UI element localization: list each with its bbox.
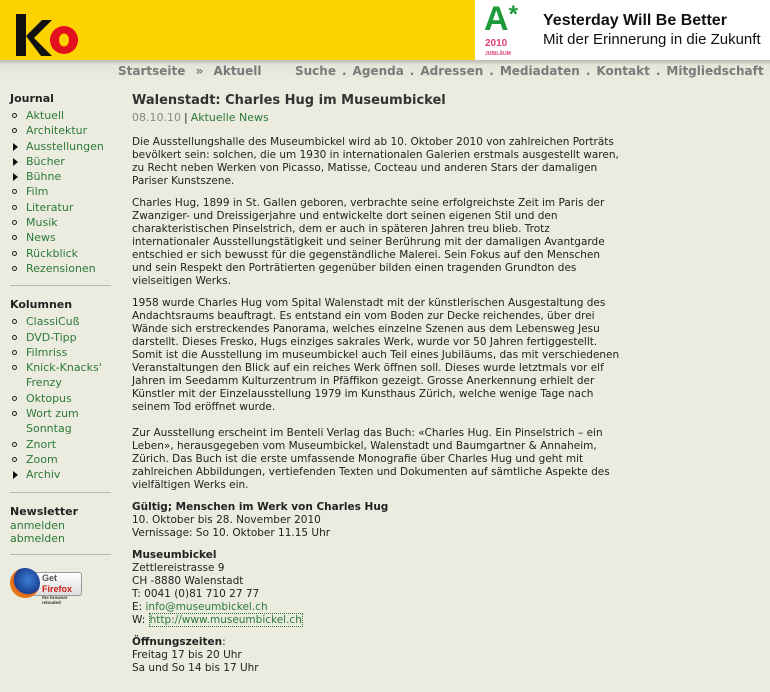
bullet-icon (12, 335, 17, 340)
kolumnen-heading: Kolumnen (10, 298, 73, 312)
sidebar-item-ausstellungen[interactable] (10, 139, 111, 154)
sidebar-link[interactable]: Knick-Knacks' Frenzy (26, 361, 102, 390)
hours-line: Freitag 17 bis 20 Uhr (132, 649, 242, 661)
venue-city: CH -8880 Walenstadt (132, 575, 244, 587)
get-firefox-button[interactable] (10, 567, 82, 605)
bullet-icon (12, 365, 17, 370)
banner-jubilee: JUBILÄUM (485, 51, 511, 57)
bullet-icon (12, 457, 17, 462)
venue-name: Museumbickel (132, 549, 217, 561)
firefox-icon (10, 568, 40, 598)
bullet-icon (12, 113, 17, 118)
bullet-icon (12, 220, 17, 225)
exhibition-vernissage: Vernissage: So 10. Oktober 11.15 Uhr (132, 527, 331, 539)
venue-info (132, 549, 622, 627)
sidebar-item-bu-cher[interactable] (10, 154, 111, 169)
firefox-slogan: the browser reloaded (42, 594, 68, 605)
sidebar-item-oktopus[interactable] (10, 391, 111, 406)
journal-list (10, 108, 111, 276)
hours-colon: : (222, 636, 226, 648)
sidebar-item-news[interactable] (10, 230, 111, 245)
bullet-icon (12, 189, 17, 194)
sidebar-link[interactable]: Filmriss (26, 345, 68, 359)
firefox-get: Get (42, 572, 58, 583)
breadcrumb (118, 64, 261, 78)
top-nav (295, 64, 764, 78)
sidebar-item-knick-knacks-frenzy[interactable] (10, 360, 111, 391)
bullet-icon (12, 266, 17, 271)
article-paragraph: Zur Ausstellung erscheint im Benteli Verlag das Buch: «Charles Hug. Ein Pinselstrich – ein Leben», herausgegeben vom Museumbickel, Walenstadt und Baumgartner & Annaheim, Zürich. Das Buch ist die erste umfassende Monografie über Charles Hug und geht mit zahlreichen Abbildungen, vertiefenden Texten und Dokumenten auf sämtliche Aspekte des vielfältigen Werks ein. (132, 427, 610, 491)
bullet-icon (12, 396, 17, 401)
article-title: Walenstadt: Charles Hug im Museumbickel (132, 93, 446, 108)
sidebar-link[interactable]: News (26, 231, 56, 245)
sidebar (10, 92, 111, 605)
sidebar-link[interactable]: Bücher (26, 154, 65, 168)
bullet-icon (12, 128, 17, 133)
article-paragraph: Charles Hug, 1899 in St. Gallen geboren, verbrachte seine erfolgreichste Zeit im Paris der Zwanziger- und Dreissigerjahre und entwickelte dort seinen eigenen Stil und den charakteristischen Pinselstrich, dem er auch in späteren Jahren treu blieb. Trotz internationaler Ausstellungstätigkeit und seiner Berührung mit der damaligen Avantgarde entschied er sich bewusst für die gegenständliche Malerei. Sein Fokus auf den Menschen und sein Respekt den Porträtierten gegenüber bilden einen tragenden Grundton des vielseitigen Werks. (132, 197, 605, 287)
nav-mitgliedschaft[interactable]: Mitgliedschaft (666, 64, 764, 78)
bullet-icon (12, 235, 17, 240)
exhibition-info (132, 501, 622, 540)
hours-line: Sa und So 14 bis 17 Uhr (132, 662, 259, 674)
sidebar-item-bu-hne[interactable] (10, 169, 111, 184)
article-date: 08.10.10 (132, 111, 181, 124)
sidebar-link[interactable]: Oktopus (26, 391, 72, 405)
nav-separator: . (409, 64, 415, 78)
sidebar-link[interactable]: Film (26, 185, 49, 199)
nav-kontakt[interactable]: Kontakt (596, 64, 650, 78)
email-label: E: (132, 601, 146, 613)
header (0, 0, 770, 60)
sidebar-item-rezensionen[interactable] (10, 261, 111, 276)
sidebar-link[interactable]: Zoom (26, 452, 58, 466)
sidebar-link[interactable]: Archiv (26, 468, 61, 482)
venue-street: Zettlereistrasse 9 (132, 562, 225, 574)
divider (10, 554, 111, 555)
navigation-bar (0, 60, 770, 84)
sidebar-item-film[interactable] (10, 184, 111, 199)
expand-arrow-icon (13, 143, 18, 151)
newsletter-subscribe-link[interactable]: anmelden (10, 518, 65, 532)
sidebar-item-ru-ckblick[interactable] (10, 246, 111, 261)
breadcrumb-current: Aktuell (213, 64, 262, 78)
sidebar-item-filmriss[interactable] (10, 345, 111, 360)
sidebar-item-zoom[interactable] (10, 452, 111, 467)
sidebar-item-aktuell[interactable] (10, 108, 111, 123)
sidebar-link[interactable]: Ausstellungen (26, 139, 104, 153)
bullet-icon (12, 205, 17, 210)
sidebar-link[interactable]: Rückblick (26, 246, 79, 260)
bullet-icon (12, 319, 17, 324)
meta-separator: | (183, 111, 188, 124)
sidebar-item-archiv[interactable] (10, 467, 111, 482)
banner-mark: A* (484, 0, 518, 38)
article-paragraph: Die Ausstellungshalle des Museumbickel wird ab 10. Oktober 2010 von zahlreichen Porträts bevölkert sein: solchen, die um 1930 in internationalen Galerien erstmals ausgestellt waren, zu Recht neben Werken von Picasso, Matisse, Cocteau und anderen Stars der damaligen Pariser Kunstszene. (132, 136, 619, 187)
nav-adressen[interactable]: Adressen (420, 64, 484, 78)
sidebar-item-classicu[interactable] (10, 314, 111, 329)
sidebar-item-wort-zum-sonntag[interactable] (10, 406, 111, 437)
sidebar-item-dvd-tipp[interactable] (10, 330, 111, 345)
banner-year: 2010 (485, 38, 508, 49)
sidebar-link[interactable]: Znort (26, 437, 57, 451)
expand-arrow-icon (13, 173, 18, 181)
nav-suche[interactable]: Suche (295, 64, 336, 78)
hours-title: Öffnungszeiten (132, 636, 223, 648)
sidebar-link[interactable]: ClassiCuß (26, 315, 80, 329)
bullet-icon (12, 411, 17, 416)
sidebar-item-musik[interactable] (10, 215, 111, 230)
sidebar-link[interactable]: Bühne (26, 170, 62, 184)
email-link[interactable]: info@museumbickel.ch (145, 601, 268, 613)
divider (10, 285, 111, 286)
ko-logo[interactable] (14, 14, 80, 56)
journal-heading: Journal (10, 92, 54, 105)
sidebar-link[interactable]: Literatur (26, 200, 74, 214)
banner-title: Yesterday Will Be Better (543, 12, 727, 29)
firefox-brand: Firefox (42, 583, 73, 594)
jubilee-banner[interactable] (475, 0, 770, 60)
sidebar-link[interactable]: DVD-Tipp (26, 330, 77, 344)
expand-arrow-icon (13, 158, 18, 166)
banner-subtitle: Mit der Erinnerung in die Zukunft (543, 31, 761, 48)
newsletter-unsubscribe-link[interactable]: abmelden (10, 531, 65, 545)
sidebar-link[interactable]: Wort zum Sonntag (26, 407, 79, 436)
exhibition-title: Gültig; Menschen im Werk von Charles Hug (132, 501, 389, 513)
bullet-icon (12, 251, 17, 256)
article-meta (132, 111, 622, 124)
breadcrumb-home[interactable]: Startseite (118, 64, 186, 78)
sidebar-item-architektur[interactable] (10, 123, 111, 138)
breadcrumb-separator: » (195, 64, 204, 78)
nav-separator: . (489, 64, 494, 78)
expand-arrow-icon (13, 471, 18, 479)
web-label: W: (132, 614, 149, 626)
bullet-icon (12, 350, 17, 355)
sidebar-item-znort[interactable] (10, 437, 111, 452)
opening-hours (132, 636, 622, 675)
sidebar-link[interactable]: Aktuell (26, 109, 65, 122)
sidebar-link[interactable]: Rezensionen (26, 261, 96, 275)
newsletter-heading: Newsletter (10, 504, 79, 518)
article-paragraph: 1958 wurde Charles Hug vom Spital Walenstadt mit der künstlerischen Ausgestaltung des Andachtsraums beauftragt. Es entstand ein vom Boden zur Decke reichendes, über drei Wände sich erstreckendes Panorama, welches einzelne Szenen aus dem Lebensweg Jesu darstellt. Dieses Fresko, Hugs einziges sakrales Werk, wurde vor 50 Jahren fertiggestellt. Somit ist die Ausstellung im museumbickel auch Teil eines Jubiläums, das mit verschiedenen Veranstaltungen den Blick auf ein reiches Werk öffnen soll. Dieses wurde letztmals vor elf Jahren im Seedamm Kulturzentrum in Pfäffikon gezeigt. Grosse Anerkennung erhielt der Künstler mit der Einzelausstellung 1979 im Kunsthaus Zürich, welche wenige Tage nach seinem Tod eröffnet wurde. (132, 297, 620, 413)
nav-agenda[interactable]: Agenda (352, 64, 404, 78)
nav-separator: . (341, 64, 347, 78)
kolumnen-list (10, 314, 111, 482)
website-link[interactable]: http://www.museumbickel.ch (149, 614, 302, 626)
exhibition-dates: 10. Oktober bis 28. November 2010 (132, 514, 321, 526)
nav-separator: . (585, 64, 591, 78)
category-link[interactable]: Aktuelle News (190, 111, 269, 124)
nav-mediadaten[interactable]: Mediadaten (499, 64, 580, 78)
sidebar-link[interactable]: Musik (26, 216, 58, 230)
sidebar-link[interactable]: Architektur (26, 124, 88, 138)
nav-separator: . (655, 64, 661, 78)
divider (10, 492, 111, 493)
sidebar-item-literatur[interactable] (10, 200, 111, 215)
bullet-icon (12, 442, 17, 447)
article (132, 93, 622, 684)
venue-phone: T: 0041 (0)81 710 27 77 (132, 588, 260, 600)
